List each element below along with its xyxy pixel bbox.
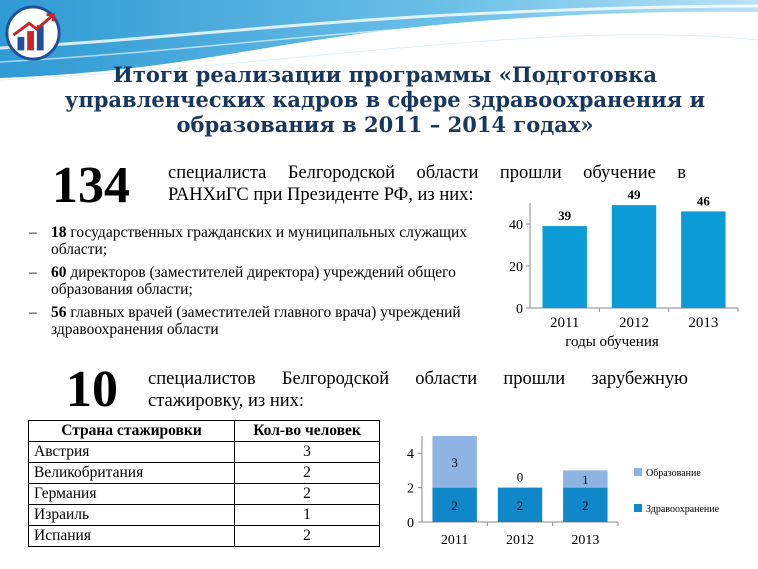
x-tick-label: 2013 [688, 315, 719, 331]
page-title: Итоги реализации программы «Подготовка управленческих кадров в сфере здравоохранения и образования в 2011 – 2014 годах» [64, 62, 706, 137]
data-label: 0 [516, 469, 524, 485]
y-tick-label: 0 [516, 302, 523, 317]
table-row [29, 505, 380, 526]
count-cell: 1 [235, 505, 380, 526]
column-header: Кол-во человек [235, 421, 380, 442]
x-tick-label: 2012 [506, 533, 534, 548]
bar [681, 211, 725, 308]
trained-breakdown-list [26, 224, 486, 344]
list-item: – 56 главных врачей (заместителей главного врача) учреждений здравоохранения области [29, 304, 461, 338]
country-cell: Испания [29, 526, 235, 547]
country-cell: Германия [29, 484, 235, 505]
count-cell: 3 [235, 442, 380, 463]
y-tick-label: 20 [509, 260, 523, 275]
legend-swatch [634, 504, 642, 512]
table-row [29, 442, 380, 463]
country-cell: Великобритания [29, 463, 235, 484]
y-tick-label: 2 [407, 481, 414, 497]
country-cell: Израиль [29, 505, 235, 526]
training-by-year-chart [480, 187, 750, 355]
count-cell: 2 [235, 463, 380, 484]
x-tick-label: 2011 [440, 533, 469, 548]
legend-swatch [634, 468, 642, 476]
data-label: 2 [516, 497, 524, 513]
count-cell: 2 [235, 484, 380, 505]
list-item: – 18 государственных гражданских и муниципальных служащих области; [29, 224, 468, 258]
data-label: 2 [582, 497, 589, 513]
logo-icon [4, 4, 62, 62]
column-header: Страна стажировки [29, 421, 235, 442]
data-label: 3 [451, 454, 458, 470]
x-tick-label: 2012 [619, 315, 649, 331]
legend-label: Здравоохранение [646, 504, 720, 515]
count-cell: 2 [235, 526, 380, 547]
data-label: 49 [627, 187, 641, 203]
data-label: 2 [451, 497, 458, 513]
y-tick-label: 40 [509, 218, 523, 233]
internship-table [28, 420, 380, 547]
x-axis-label: годы обучения [565, 334, 659, 350]
internship-description: специалистов Белгородской области прошли зарубежную стажировку, из них: [148, 369, 688, 411]
data-label: 1 [582, 472, 589, 487]
x-tick-label: 2013 [571, 533, 600, 548]
y-tick-label: 4 [407, 447, 414, 463]
bar [612, 205, 656, 308]
total-trained-number: 134 [52, 157, 130, 214]
data-label: 46 [696, 193, 710, 209]
data-label: 39 [558, 208, 572, 224]
table-row [29, 484, 380, 505]
list-item: – 60 директоров (заместителей директора) учреждений общего образования области; [29, 264, 456, 298]
y-tick-label: 0 [407, 516, 414, 531]
table-header-row [29, 421, 380, 442]
legend-label: Образование [646, 468, 701, 479]
table-row [29, 526, 380, 547]
table-row [29, 463, 380, 484]
x-tick-label: 2011 [549, 315, 580, 331]
country-cell: Австрия [29, 442, 235, 463]
bar [542, 226, 586, 308]
internship-number: 10 [66, 361, 118, 418]
internship-by-year-chart [392, 428, 752, 554]
trained-description: специалиста Белгородской области прошли обучение в РАНХиГС при Президенте РФ, из них: [168, 163, 686, 205]
